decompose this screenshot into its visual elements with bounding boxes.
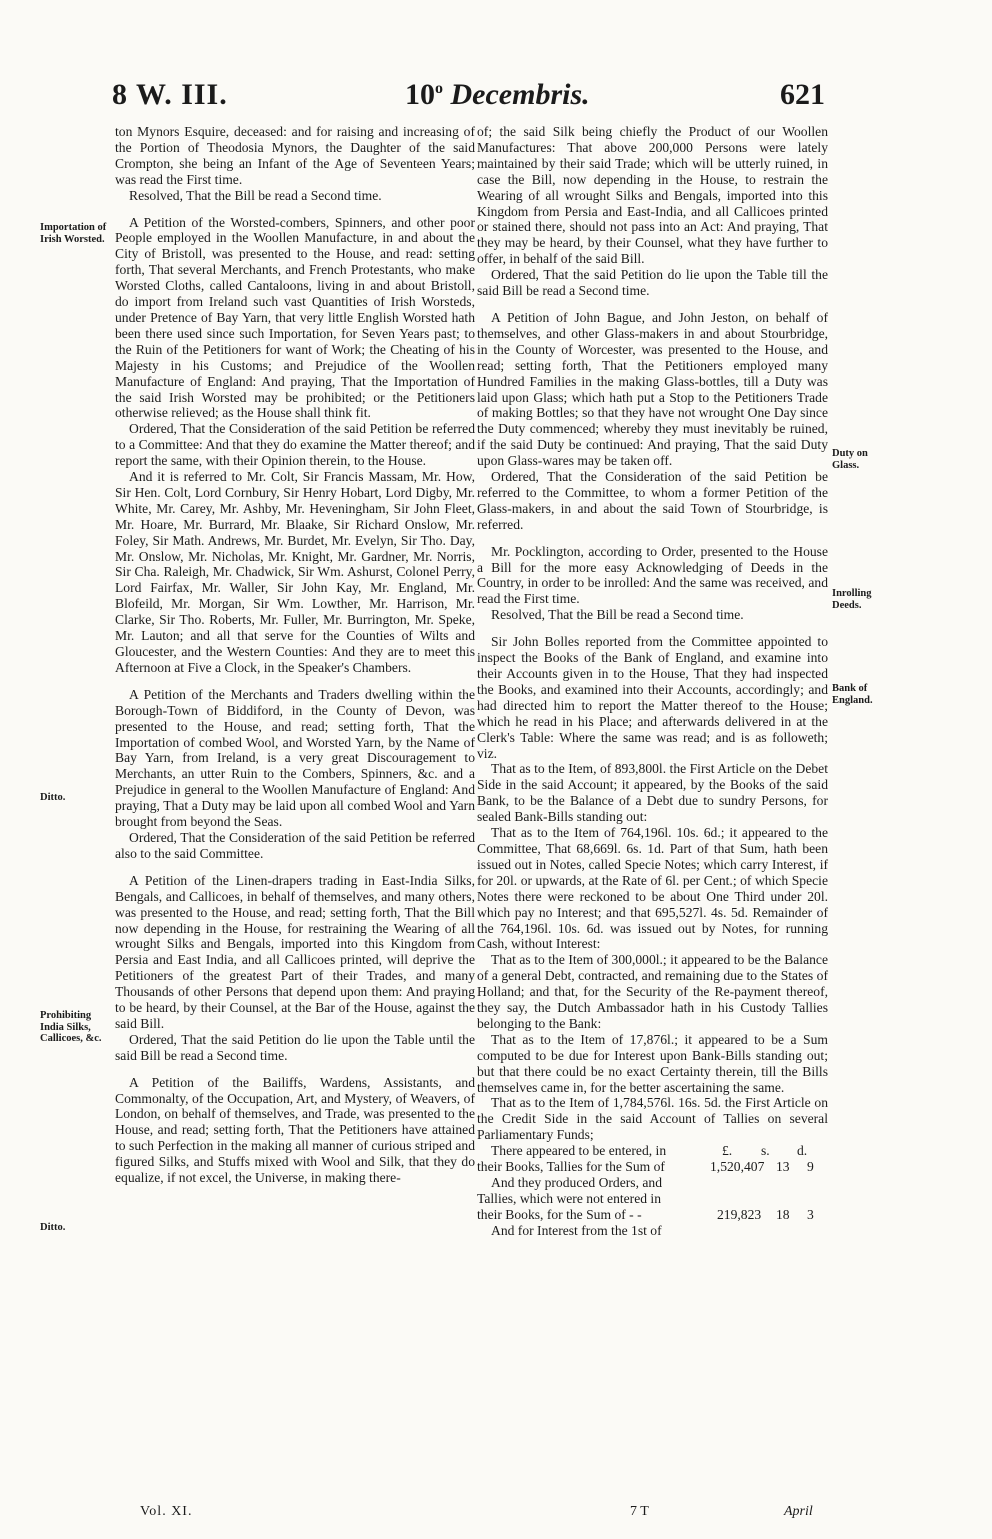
pounds-value: 1,520,407 bbox=[710, 1159, 765, 1175]
account-row bbox=[477, 1191, 828, 1207]
date-day-suffix: o bbox=[435, 80, 443, 97]
regnal-year: 8 W. III. bbox=[112, 78, 228, 111]
page-header bbox=[0, 78, 992, 118]
left-column bbox=[115, 124, 475, 1186]
margin-note-duty-on-glass: Duty on Glass. bbox=[832, 448, 868, 471]
pence-value: 9 bbox=[807, 1159, 814, 1175]
pence-header: d. bbox=[797, 1143, 808, 1159]
paragraph: And it is referred to Mr. Colt, Sir Francis Massam, Mr. How, Sir Hen. Colt, Lord Cornbury, Sir Henry Hobart, Lord Digby, Mr. White, Mr. Carey, Mr. Ashby, Mr. Heveningham, Sir John Fleet, Mr. Hoare, Mr. Burrard, Mr. Blaake, Sir Richard Onslow, Mr. Foley, Sir Math. Andrews, Mr. Burdet, Mr. Evelyn, Sir Tho. Day, Mr. Onslow, Mr. Nicholas, Mr. Knight, Mr. Gardner, Mr. Norris, Sir Cha. Raleigh, Mr. Chadwick, Sir Wm. Ashurst, Colonel Perry, Lord Fairfax, Mr. Waller, Sir John Kay, Mr. England, Mr. Blofeild, Mr. Morgan, Sir Wm. Lowther, Mr. Harrison, Mr. Clarke, Sir Tho. Roberts, Mr. Fuller, Mr. Burrington, Mr. Speke, Mr. Lauton; and all that serve for the Counties of Wilts and Gloucester, and the Western Counties: And they are to meet this Afternoon at Five a Clock, in the Speaker's Chambers. bbox=[115, 469, 475, 675]
margin-note-ditto: Ditto. bbox=[40, 1222, 66, 1233]
margin-note-bank-of-england: Bank of England. bbox=[832, 683, 873, 706]
shillings-value: 13 bbox=[776, 1159, 790, 1175]
signature-mark: 7 T bbox=[630, 1504, 649, 1519]
paragraph: Ordered, That the said Petition do lie upon the Table until the said Bill be read a Second time. bbox=[115, 1031, 475, 1063]
paragraph: That as to the Item, of 893,800l. the First Article on the Debet Side in the said Account; it appeared, by the Books of the said Bank, to be the Balance of a Debt due to sundry Persons, for sealed Bank-Bills standing out: bbox=[477, 761, 828, 825]
date-month: Decembris. bbox=[450, 78, 590, 111]
account-row bbox=[477, 1159, 828, 1175]
pounds-header: £. bbox=[722, 1143, 733, 1159]
paragraph: Sir John Bolles reported from the Committee appointed to inspect the Books of the Bank of England, and examine into their Accounts given in to the House, That they had inspected the Books, and examined into their Accounts, accordingly; and had directed him to report the Matter thereof to the House; which he read in his Place; and afterwards delivered in at the Clerk's Table: Where the same was read; and is as followeth; viz. bbox=[477, 634, 828, 761]
account-label: And for Interest from the 1st of bbox=[491, 1223, 662, 1239]
pounds-value: 219,823 bbox=[717, 1207, 762, 1223]
account-row bbox=[477, 1207, 828, 1223]
date-heading bbox=[405, 78, 590, 112]
shillings-value: 18 bbox=[776, 1207, 790, 1223]
account-label: their Books, for the Sum of - - bbox=[477, 1207, 642, 1223]
account-label: Tallies, which were not entered in bbox=[477, 1191, 662, 1207]
paragraph: A Petition of the Linen-drapers trading in East-India Silks, Bengals, and Callicoes, in behalf of themselves, and many others, was presented to the House, and read; setting forth, That the Bill now depending in the House, for restraining the Wearing of all wrought Silks and Bengals, imported into this Kingdom from Persia and East India, and all Callicoes printed, will deprive the Petitioners of the greatest Part of their Trades, and many Thousands of other Persons that depend upon them: And praying to be heard, by their Counsel, at the Bar of the House, against the said Bill. bbox=[115, 872, 475, 1031]
margin-note-importation: Importation of Irish Worsted. bbox=[40, 222, 107, 245]
paragraph: A Petition of the Worsted-combers, Spinners, and other poor People employed in the Woollen Manufacture, in and about the City of Bristoll, was presented to the House, and read: setting forth, That several Merchants, and French Protestants, who make Worsted Cloths, called Cantaloons, living in and about Bristoll, do import from Ireland such vast Quantities of Irish Worsteds, under Pretence of Bay Yarn, that very little English Worsted hath been there used since such Importation, for Seven Years past; to the Ruin of the Petitioners for want of Work; the Cheating of his Majesty in his Customs; and Prejudice of the Woollen Manufacture of England: And praying, That the Importation of the said Irish Worsted may be prohibited; or the Petitioners otherwise relieved; as the House shall think fit. bbox=[115, 214, 475, 421]
paragraph: That as to the Item of 17,876l.; it appeared to be a Sum computed to be due for Interest upon Bank-Bills standing out; but that there could be no exact Certainty therein, till the Bills themselves came in, for the better ascertaining the same. bbox=[477, 1031, 828, 1095]
paragraph: Ordered, That the said Petition do lie upon the Table till the said Bill be read a Second time. bbox=[477, 267, 828, 299]
paragraph: Ordered, That the Consideration of the said Petition be referred to a Committee: And that they do examine the Matter thereof; and report the same, with their Opinion therein, to the House. bbox=[115, 421, 475, 469]
paragraph: A Petition of the Bailiffs, Wardens, Assistants, and Commonalty, of the Occupation, Art, and Mystery, of Weavers, of London, on behalf of themselves, and Trade, was presented to the House, and read; setting forth, That the Petitioners have attained to such Perfection in the making all manner of curious striped and figured Silks, and Stuffs mixed with Wool and Silk, that they do equalize, if not excel, the Universe, in making there- bbox=[115, 1074, 475, 1186]
margin-note-inrolling-deeds: Inrolling Deeds. bbox=[832, 588, 872, 611]
paragraph: Ordered, That the Consideration of the said Petition be referred to the Committee, to whom a former Petition of the Glass-makers, in and about the said Town of Stourbridge, is referred. bbox=[477, 469, 828, 532]
paragraph: That as to the Item of 764,196l. 10s. 6d.; it appeared to the Committee, That 68,669l. 6s. 1d. Part of that Sum, hath been issued out in Notes, called Specie Notes; which carry Interest, if for 20l. or upwards, at the Rate of 6l. per Cent.; of which Specie Notes there were reckoned to be about One Third under 20l. which pay no Interest; and that 695,527l. 4s. 5d. Remainder of the 764,196l. 10s. 6d. was issued out by Notes, for running Cash, without Interest: bbox=[477, 825, 828, 952]
paragraph: That as to the Item of 1,784,576l. 16s. 5d. the First Article on the Credit Side in the said Account of Tallies on several Parliamentary Funds; bbox=[477, 1095, 828, 1143]
account-label: There appeared to be entered, in bbox=[491, 1143, 667, 1159]
right-column bbox=[477, 124, 828, 1239]
paragraph: Resolved, That the Bill be read a Second time. bbox=[491, 607, 744, 623]
margin-note-ditto: Ditto. bbox=[40, 792, 66, 803]
paragraph: Resolved, That the Bill be read a Second time. bbox=[129, 187, 382, 203]
account-label: And they produced Orders, and bbox=[491, 1175, 663, 1191]
paragraph: That as to the Item of 300,000l.; it appeared to be the Balance of a general Debt, contracted, and remaining due to the States of Holland; and that, for the Security of the Re-payment thereof, they say, the Dutch Ambassador hath in his Custody Tallies belonging to the Bank: bbox=[477, 952, 828, 1031]
paragraph: of; the said Silk being chiefly the Product of our Woollen Manufactures: That above 200,000 Persons were lately maintained by their said Trade; which will be utterly ruined, in case the Bill, now depending in the House, to restrain the Wearing of all wrought Silks and Bengals, imported into this Kingdom from Persia and East-India, and all Callicoes printed or stained there, should not pass into an Act: And praying, That they may be heard, by their Counsel, what they have further to offer, in behalf of the said Bill. bbox=[477, 124, 828, 267]
page-number: 621 bbox=[780, 78, 825, 111]
volume-label: Vol. XI. bbox=[140, 1504, 193, 1519]
paragraph: Ordered, That the Consideration of the said Petition be referred also to the said Committee. bbox=[115, 829, 475, 861]
account-label: their Books, Tallies for the Sum of bbox=[477, 1159, 665, 1175]
account-row bbox=[477, 1143, 828, 1159]
account-row bbox=[477, 1223, 828, 1239]
catchword: April bbox=[784, 1504, 813, 1519]
shillings-header: s. bbox=[761, 1143, 770, 1159]
paragraph: A Petition of John Bague, and John Jeston, on behalf of themselves, and other Glass-makers in and about Stourbridge, in the County of Worcester, was presented to the House, and read; setting forth, That the Petitioners employed many Hundred Families in the making Glass-bottles, till a Duty was laid upon Glass; which hath put a Stop to the Petitioners Trade of making Bottles; so that they have not wrought One Day since the Duty commenced; whereby they must inevitably be ruined, if the said Duty be continued: And praying, That the said Duty upon Glass-wares may be taken off. bbox=[477, 309, 828, 469]
date-day: 10 bbox=[405, 78, 435, 111]
paragraph: ton Mynors Esquire, deceased: and for raising and increasing of the Portion of Theodosia Mynors, the Daughter of the said Crompton, she being an Infant of the Age of Seventeen Years; was read the First time. bbox=[115, 124, 475, 187]
paragraph: A Petition of the Merchants and Traders dwelling within the Borough-Town of Biddiford, in the County of Devon, was presented to the House, and read; setting forth, That the Importation of combed Wool, and Worsted Yarn, by the Name of Bay Yarn, from Ireland, is a very great Discouragement to Merchants, an utter Ruin to the Combers, Spinners, &c. and a Prejudice in general to the Woollen Manufacture of England: And praying, That a Duty may be laid upon all combed Wool and Yarn brought from beyond the Seas. bbox=[115, 686, 475, 830]
pence-value: 3 bbox=[807, 1207, 814, 1223]
margin-note-prohibiting: Prohibiting India Silks, Callicoes, &c. bbox=[40, 1010, 102, 1044]
account-row bbox=[477, 1175, 828, 1191]
paragraph: Mr. Pocklington, according to Order, presented to the House a Bill for the more easy Acknowledging of Deeds in the Country, in order to be inrolled: And the same was received, and read the First time. bbox=[477, 543, 828, 607]
